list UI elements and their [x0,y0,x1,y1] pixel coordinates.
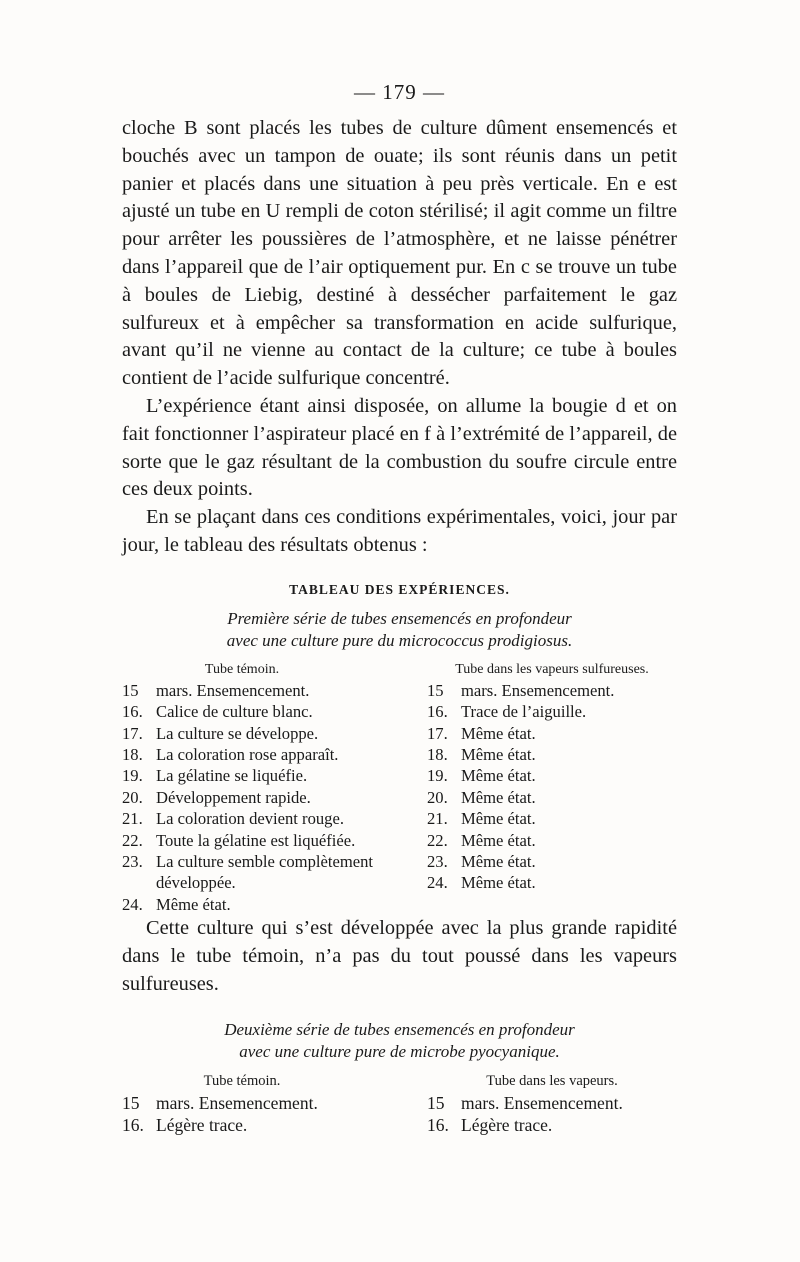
entry-day: 16. [427,1114,449,1135]
entry-day: 20. [427,787,448,807]
series1-left-header: Tube témoin. [204,661,280,677]
entry-text: La coloration devient rouge. [156,809,344,829]
table-entry [427,787,677,808]
series1-subtitle [122,608,677,652]
table-entry [427,808,677,829]
series2-table [122,1073,677,1136]
entry-text: Calice de culture blanc. [156,702,313,722]
entry-text: Légère trace. [156,1114,248,1135]
series1-left-entries [122,680,392,915]
table-entry [427,744,677,765]
book-page [122,80,677,1136]
series1-subtitle-line1: Première série de tubes ensemencés en profondeur [227,608,572,628]
table-entry [427,1092,677,1114]
table-entry [122,1114,392,1136]
entry-day: 17. [427,723,448,743]
entry-text: Même état. [461,873,536,893]
series2-right-entries [427,1092,677,1136]
table-entry [427,830,677,851]
table-entry [427,872,677,893]
table-entry [122,830,392,851]
entry-day: 15 [427,1092,445,1113]
table-entry [122,851,392,894]
series2-subtitle-line1: Deuxième série de tubes ensemencés en profondeur [224,1019,575,1039]
entry-day: 15 [122,1092,140,1113]
entry-text: Développement rapide. [156,787,311,807]
table-entry [122,680,392,701]
entry-text: Même état. [461,787,536,807]
paragraph-3: En se plaçant dans ces conditions expérimentales, voici, jour par jour, le tableau des résultats obtenus : [122,506,677,556]
series2-left-column [122,1073,392,1136]
series1-right-header: Tube dans les vapeurs sulfureuses. [455,661,649,677]
series2-subtitle [122,1019,677,1063]
table-entry [122,723,392,744]
paragraph-after-table: Cette culture qui s’est développée avec la plus grande rapidité dans le tube témoin, n’a pas du tout poussé dans les vapeurs sulfureuses. [122,917,677,995]
series2-right-header: Tube dans les vapeurs. [486,1072,618,1089]
entry-text: Même état. [461,852,536,871]
entry-text: La culture semble complètement développée. [156,852,374,893]
entry-day: 17. [122,723,143,743]
entry-text: Trace de l’aiguille. [461,702,587,722]
entry-day: 16. [122,702,143,722]
entry-text: La coloration rose apparaît. [156,744,339,764]
entry-text: mars. Ensemencement. [156,680,310,700]
entry-day: 23. [122,852,143,871]
entry-text: Même état. [461,809,536,829]
page-number: — 179 — [354,80,445,104]
table-entry [122,894,392,915]
entry-day: 18. [122,744,143,764]
entry-day: 15 [427,680,444,700]
series2-subtitle-line2: avec une culture pure de microbe pyocyanique. [239,1041,560,1061]
table-entry [427,723,677,744]
table-entry [427,701,677,722]
series2-left-header: Tube témoin. [203,1072,281,1089]
series1-subtitle-line2: avec une culture pure du micrococcus prodigiosus. [226,630,573,650]
table-entry [427,680,677,701]
paragraph-1: cloche B sont placés les tubes de culture dûment ensemencés et bouchés avec un tampon de ouate; ils sont réunis dans un petit panier et placés dans une situation à peu près verticale. En e est ajusté un tube en U rempli de coton stérilisé; il agit comme un filtre pour arrêter les poussières de l’atmosphère, et ne laisse pénétrer dans l’appareil que de l’air optiquement pur. En c se trouve un tube à boules de Liebig, destiné à dessécher parfaitement le gaz sulfureux et à empêcher sa transformation en acide sulfurique, avant qu’il ne vienne au contact de la culture; ce tube à boules contient de l’acide sulfurique concentré. [122,117,677,390]
table-entry [427,765,677,786]
entry-day: 19. [427,766,448,786]
series1-right-entries [427,680,677,894]
entry-text: Même état. [461,723,536,743]
entry-text: mars. Ensemencement. [461,680,615,700]
entry-day: 24. [122,894,143,914]
series2-right-column [427,1073,677,1136]
entry-text: Même état. [461,830,536,850]
entry-day: 16. [427,702,448,722]
entry-day: 21. [427,809,448,829]
series1-left-column [122,662,392,915]
series2-left-entries [122,1092,392,1136]
entry-text: mars. Ensemencement. [461,1092,623,1113]
table-entry [427,1114,677,1136]
table-entry [122,808,392,829]
series1-right-column [427,662,677,915]
entry-text: La culture se développe. [156,723,319,743]
entry-day: 18. [427,744,448,764]
entry-day: 22. [427,830,448,850]
entry-day: 24. [427,873,448,893]
entry-day: 22. [122,830,143,850]
table-entry [122,701,392,722]
entry-day: 15 [122,680,139,700]
entry-day: 23. [427,852,448,871]
table-title: TABLEAU DES EXPÉRIENCES. [289,581,510,597]
table-entry [122,1092,392,1114]
entry-text: Même état. [156,894,231,914]
table-entry [427,851,677,872]
entry-day: 20. [122,787,143,807]
entry-day: 19. [122,766,143,786]
table-entry [122,765,392,786]
entry-text: Toute la gélatine est liquéfiée. [156,830,356,850]
table-entry [122,744,392,765]
paragraph-2: L’expérience étant ainsi disposée, on allume la bougie d et on fait fonctionner l’aspirateur placé en f à l’extrémité de l’appareil, de sorte que le gaz résultant de la combustion du soufre circule entre ces deux points. [122,394,677,501]
entry-text: Légère trace. [461,1114,553,1135]
entry-text: La gélatine se liquéfie. [156,766,308,786]
entry-text: Même état. [461,744,536,764]
series1-table [122,662,677,915]
entry-text: mars. Ensemencement. [156,1092,318,1113]
entry-text: Même état. [461,766,536,786]
entry-day: 21. [122,809,143,829]
entry-day: 16. [122,1114,144,1135]
table-entry [122,787,392,808]
